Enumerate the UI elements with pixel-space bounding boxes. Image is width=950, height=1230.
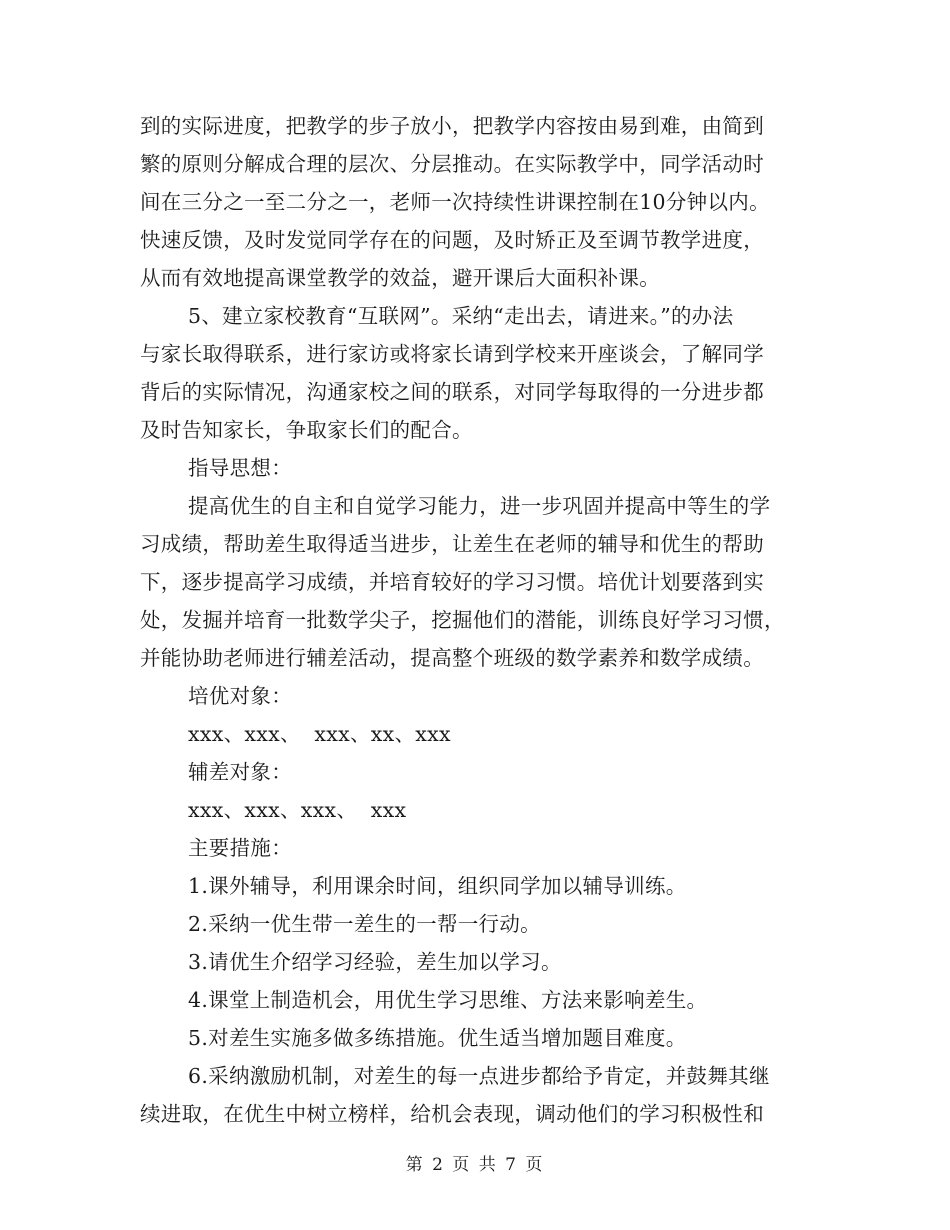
paragraph-1-line-3: 间在三分之一至二分之一，老师一次持续性讲课控制在10分钟以内。 [140,190,770,214]
measure-6: 6.采纳激励机制，对差生的每一点进步都给予肯定，并鼓舞其继 [188,1064,770,1088]
guiding-paragraph-line-5: 并能协助老师进行辅差活动，提高整个班级的数学素养和数学成绩。 [140,646,764,670]
measure-4: 4.课堂上制造机会，用优生学习思维、方法来影响差生。 [188,988,708,1012]
page-footer: 第 2 页 共 7 页 [405,1155,545,1175]
guiding-paragraph-line-2: 习成绩，帮助差生取得适当进步，让差生在老师的辅导和优生的帮助 [140,532,764,556]
remedial-heading: 辅差对象： [188,760,292,784]
excellent-heading: 培优对象： [188,684,292,708]
paragraph-1-line-1: 到的实际进度，把教学的步子放小，把教学内容按由易到难，由简到 [140,114,764,138]
measure-3: 3.请优生介绍学习经验，差生加以学习。 [188,950,562,974]
measure-2: 2.采纳一优生带一差生的一帮一行动。 [188,912,541,936]
paragraph-2-line-2: 与家长取得联系，进行家访或将家长请到学校来开座谈会，了解同学 [140,342,764,366]
measure-6-continuation: 续进取，在优生中树立榜样，给机会表现，调动他们的学习积极性和 [140,1102,764,1126]
measure-5: 5.对差生实施多做多练措施。优生适当增加题目难度。 [188,1026,687,1050]
guiding-paragraph-line-3: 下，逐步提高学习成绩，并培育较好的学习习惯。培优计划要落到实 [140,570,764,594]
paragraph-2-line-4: 及时告知家长，争取家长们的配合。 [140,418,473,442]
paragraph-1-line-4: 快速反馈，及时发觉同学存在的问题，及时矫正及至调节教学进度， [140,228,764,252]
guiding-paragraph-line-4: 处，发掘并培育一批数学尖子，挖掘他们的潜能，训练良好学习习惯， [140,608,785,632]
paragraph-2-line-3: 背后的实际情况，沟通家校之间的联系，对同学每取得的一分进步都 [140,380,764,404]
remedial-names: xxx、xxx、xxx、 xxx [188,798,407,822]
paragraph-2-line-1: 5、建立家校教育“互联网”。采纳“走出去，请进来。”的办法 [188,304,734,328]
paragraph-1-line-5: 从而有效地提高课堂教学的效益，避开课后大面积补课。 [140,266,660,290]
guiding-paragraph-line-1: 提高优生的自主和自觉学习能力，进一步巩固并提高中等生的学 [188,494,771,518]
guiding-heading: 指导思想： [188,456,292,480]
excellent-names: xxx、xxx、 xxx、xx、xxx [188,722,451,746]
measure-1: 1.课外辅导，利用课余时间，组织同学加以辅导训练。 [188,874,687,898]
paragraph-1-line-2: 繁的原则分解成合理的层次、分层推动。在实际教学中，同学活动时 [140,152,764,176]
measures-heading: 主要措施： [188,836,292,860]
